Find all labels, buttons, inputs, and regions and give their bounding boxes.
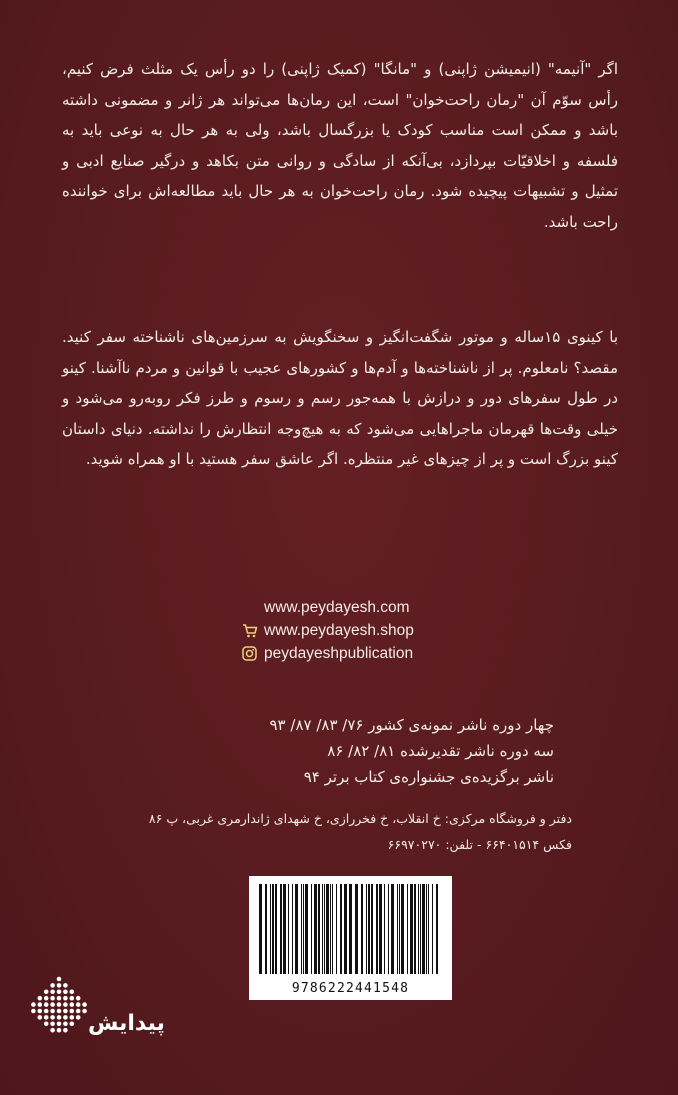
- website-link[interactable]: [242, 596, 414, 619]
- instagram-link[interactable]: [242, 642, 414, 665]
- shop-link-text: www.peydayesh.shop: [264, 622, 414, 639]
- dotted-grid-logo-icon: [28, 973, 90, 1035]
- description-paragraph-2: با کینوی ۱۵ساله و موتور شگفت‌انگیز و سخنگویش به سرزمین‌های ناشناخته سفر کنید. مقصد؟ نامعلوم. پر از ناشناخته‌ها و آدم‌ها و کشورهای عجیب با قوانین و مردم ناآشنا. کینو در طول سفرهای دور و درازش با همه‌جور رسم و رسوم و طرز فکر روبه‌رو می‌شود و خیلی وقت‌ها قهرمان ماجراهایی می‌شود که به هیچ‌وجه انتظارش را نداشته. دنیای داستان کینو بزرگ است و پر از چیزهای غیر منتظره. اگر عاشق سفر هستید با او همراه شوید.: [62, 328, 618, 468]
- description-paragraph-1: اگر "آنیمه" (انیمیشن ژاپنی) و "مانگا" (کمیک ژاپنی) را دو رأس یک مثلث فرض کنیم، رأس سوّم آن "رمان راحت‌خوان" است، این رمان‌ها می‌تواند هر ژانر و مضمونی داشته باشد و ممکن است مناسب کودک یا بزرگسال باشد، ولی به هر حال به نوعی باید به فلسفه و اخلاقیّات بپردازد، بی‌آنکه از سادگی و روانی متن بکاهد و درگیر صنایع ادبی و تمثیل و تشبیهات پیچیده شود. رمان راحت‌خوان به هر حال باید مطالعه‌اش برای خواننده راحت باشد.: [62, 60, 618, 231]
- shop-link[interactable]: [242, 619, 414, 642]
- isbn-barcode: [249, 876, 452, 1000]
- publisher-address: [92, 806, 572, 858]
- publisher-name: پیدایش: [88, 1011, 165, 1036]
- award-line-3: ناشر برگزیده‌ی جشنواره‌ی کتاب برتر ۹۴: [303, 768, 554, 786]
- award-line-2: سه دوره ناشر تقدیرشده ۸۱/ ۸۲/ ۸۶: [327, 742, 554, 760]
- address-line-2: فکس ۶۶۴۰۱۵۱۴ - تلفن: ۶۶۹۷۰۲۷۰: [387, 837, 572, 852]
- instagram-icon: [242, 646, 264, 661]
- publisher-awards: [134, 712, 554, 790]
- instagram-link-text: peydayeshpublication: [264, 645, 414, 662]
- barcode-number: 9786222441548: [291, 981, 410, 996]
- award-line-1: چهار دوره ناشر نمونه‌ی کشور ۷۶/ ۸۳/ ۸۷/ ۹۳: [269, 716, 554, 734]
- address-line-1: دفتر و فروشگاه مرکزی: خ انقلاب، خ فخررازی، خ شهدای ژاندارمری غربی، پ ۸۶: [148, 811, 572, 826]
- barcode-bars: [257, 884, 444, 980]
- shopping-cart-icon: [242, 624, 264, 638]
- website-link-text: www.peydayesh.com: [264, 599, 410, 616]
- publisher-links: [242, 596, 414, 665]
